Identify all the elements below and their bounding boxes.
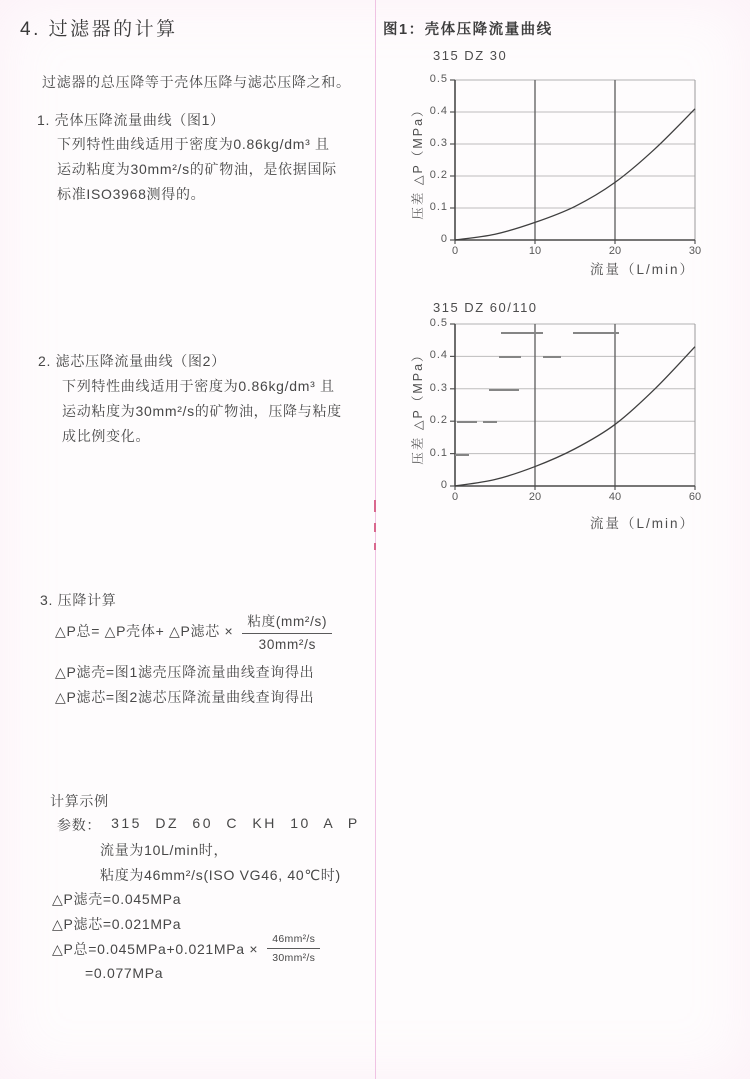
y-tick-label: 0.2 xyxy=(429,169,448,181)
x-tick-label: 20 xyxy=(528,491,542,503)
example-total-result: =0.077MPa xyxy=(85,965,164,981)
section1-line: 下列特性曲线适用于密度为0.86kg/dm³ 且 xyxy=(57,136,330,152)
formula-note: △P滤芯=图2滤芯压降流量曲线查询得出 xyxy=(55,689,315,705)
total-fraction xyxy=(267,933,320,964)
chart1-plot-area xyxy=(429,73,702,257)
scan-mark xyxy=(374,500,376,512)
chart2-x-axis-label: 流量（L/min） xyxy=(589,516,695,531)
y-tick-label: 0 xyxy=(440,233,448,245)
scan-artifact-dash xyxy=(543,356,561,358)
scan-artifact-dash xyxy=(501,332,543,334)
param-label: 参数： xyxy=(57,817,102,833)
x-tick-label: 60 xyxy=(688,491,702,503)
example-heading: 计算示例 xyxy=(50,793,109,809)
section2-line: 下列特性曲线适用于密度为0.86kg/dm³ 且 xyxy=(62,378,335,394)
chart1-x-axis-label: 流量（L/min） xyxy=(589,262,695,277)
x-tick-label: 0 xyxy=(451,491,459,503)
example-total-formula xyxy=(52,933,320,964)
example-condition: 粘度为46mm²/s(ISO VG46, 40℃时) xyxy=(100,867,341,883)
y-tick-label: 0 xyxy=(440,479,448,491)
y-tick-label: 0.5 xyxy=(429,317,448,329)
y-tick-label: 0.3 xyxy=(429,137,448,149)
fraction-numerator: 粘度(mm²/s) xyxy=(242,610,332,634)
scan-artifact-dash xyxy=(455,454,469,456)
chart2-title: 315 DZ 60/110 xyxy=(433,300,538,315)
total-lhs: △P总=0.045MPa+0.021MPa × xyxy=(52,940,259,957)
section1-heading: 1. 壳体压降流量曲线（图1） xyxy=(37,112,225,128)
example-condition: 流量为10L/min时， xyxy=(100,842,229,858)
column-divider-line xyxy=(375,0,376,1079)
section3-heading: 3. 压降计算 xyxy=(40,592,117,608)
figure-header: 图1：壳体压降流量曲线 xyxy=(383,22,553,38)
section2-heading: 2. 滤芯压降流量曲线（图2） xyxy=(38,353,226,369)
y-tick-label: 0.1 xyxy=(429,201,448,213)
scan-artifact-dash xyxy=(499,356,521,358)
chart1-title: 315 DZ 30 xyxy=(433,48,508,63)
fraction-numerator: 46mm²/s xyxy=(267,933,320,949)
section1-line: 运动粘度为30mm²/s的矿物油，是依据国际 xyxy=(57,161,337,177)
example-result: △P滤芯=0.021MPa xyxy=(52,916,182,932)
scan-artifact-dash xyxy=(483,421,497,423)
fraction-denominator: 30mm²/s xyxy=(272,952,316,964)
intro-text: 过滤器的总压降等于壳体压降与滤芯压降之和。 xyxy=(42,74,351,90)
pressure-formula xyxy=(55,610,332,652)
formula-note: △P滤壳=图1滤壳压降流量曲线查询得出 xyxy=(55,664,315,680)
section2-line: 成比例变化。 xyxy=(62,428,151,444)
x-tick-label: 10 xyxy=(528,245,542,257)
scan-artifact-dash xyxy=(489,389,519,391)
x-tick-label: 0 xyxy=(451,245,459,257)
example-parameters xyxy=(57,815,360,835)
y-tick-label: 0.5 xyxy=(429,73,448,85)
y-tick-label: 0.1 xyxy=(429,446,448,459)
page-title: 4. 过滤器的计算 xyxy=(20,19,178,40)
scan-artifact-dash xyxy=(457,421,477,423)
chart1-y-axis-label: 压差 △P（MPa） xyxy=(411,102,425,220)
x-tick-label: 20 xyxy=(608,245,622,257)
x-tick-label: 30 xyxy=(688,245,702,257)
formula-fraction xyxy=(242,610,332,652)
y-tick-label: 0.4 xyxy=(429,349,448,362)
section1-line: 标准ISO3968测得的。 xyxy=(57,186,206,202)
y-tick-label: 0.4 xyxy=(429,105,448,117)
example-result: △P滤壳=0.045MPa xyxy=(52,891,182,907)
chart2-y-axis-label: 压差 △P（MPa） xyxy=(411,347,425,465)
chart2-plot-area xyxy=(429,317,702,503)
scan-artifact-dash xyxy=(573,332,619,334)
y-tick-label: 0.3 xyxy=(429,381,448,394)
section2-line: 运动粘度为30mm²/s的矿物油，压降与粘度 xyxy=(62,403,342,419)
y-tick-label: 0.2 xyxy=(429,414,448,427)
x-tick-label: 40 xyxy=(608,491,622,503)
scan-mark xyxy=(374,543,376,550)
formula-lhs: △P总= △P壳体+ △P滤芯 × xyxy=(55,623,234,639)
param-value: 315 DZ 60 C KH 10 A P xyxy=(111,815,360,831)
fraction-denominator: 30mm²/s xyxy=(258,637,317,652)
scan-mark xyxy=(374,523,376,532)
